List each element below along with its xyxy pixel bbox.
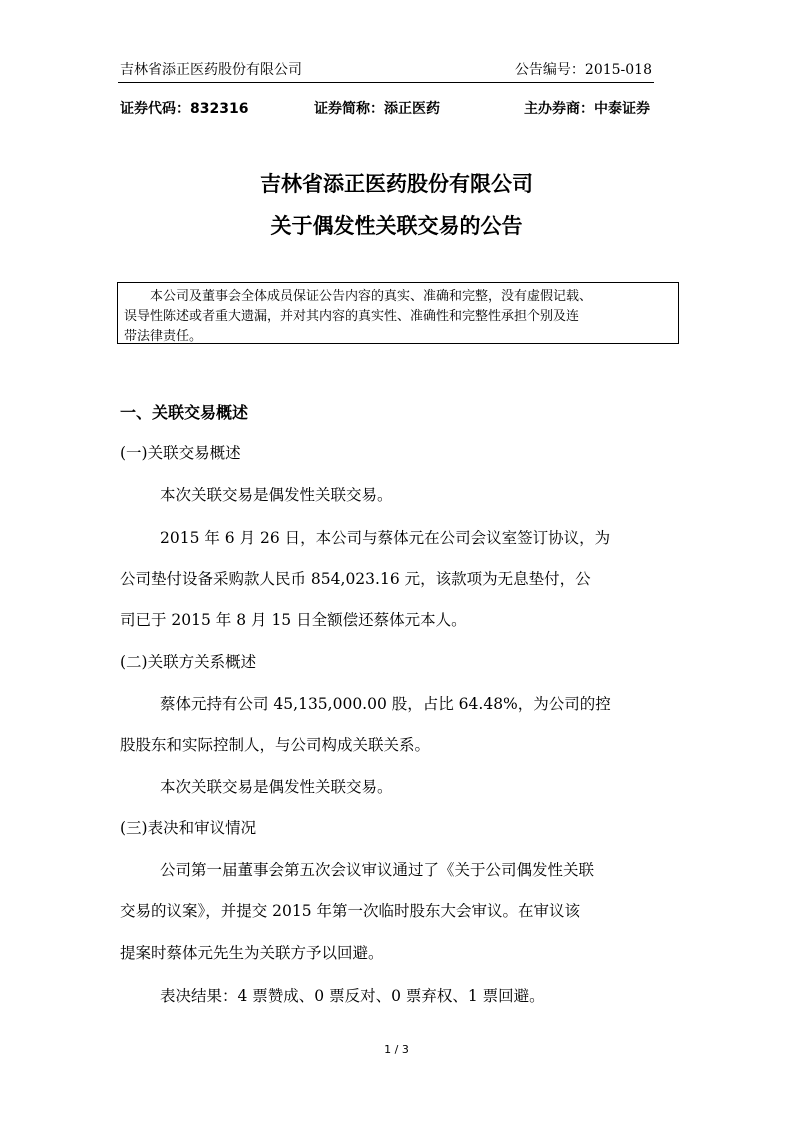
subsection-heading: (一)关联交易概述 [120,444,241,462]
document-title-line1: 吉林省添正医药股份有限公司 [260,172,533,196]
paragraph-line: 蔡体元持有公司 45,135,000.00 股，占比 64.48%，为公司的控 [160,695,611,713]
paragraph-line: 公司第一届董事会第五次会议审议通过了《关于公司偶发性关联 [160,861,595,879]
paragraph-line: 司已于 2015 年 8 月 15 日全额偿还蔡体元本人。 [120,611,467,629]
subsection-heading: (三)表决和审议情况 [120,819,257,837]
page-number: 1 / 3 [384,1043,409,1056]
disclaimer-box [117,282,679,344]
disclaimer-line: 本公司及董事会全体成员保证公告内容的真实、准确和完整，没有虚假记载、 [150,289,593,304]
section-heading: 一、关联交易概述 [120,403,249,422]
paragraph-line: 交易的议案》，并提交 2015 年第一次临时股东大会审议。在审议该 [120,902,581,920]
header-company: 吉林省添正医药股份有限公司 [120,62,302,78]
paragraph-line: 公司垫付设备采购款人民币 854,023.16 元，该款项为无息垫付，公 [120,570,591,588]
header-notice-number: 公告编号：2015-018 [514,62,652,78]
document-title-line2: 关于偶发性关联交易的公告 [270,214,523,238]
paragraph-line: 表决结果：4 票赞成、0 票反对、0 票弃权、1 票回避。 [160,987,545,1005]
paragraph-line: 本次关联交易是偶发性关联交易。 [160,486,393,504]
securities-code: 证券代码：832316 [120,101,249,117]
securities-short-name: 证券简称：添正医药 [314,101,440,117]
paragraph-line: 2015 年 6 月 26 日，本公司与蔡体元在公司会议室签订协议，为 [160,529,611,547]
paragraph-line: 提案时蔡体元先生为关联方予以回避。 [120,944,384,962]
sponsor-broker: 主办券商：中泰证券 [524,101,650,117]
paragraph-line: 股股东和实际控制人，与公司构成关联关系。 [120,736,431,754]
disclaimer-line: 误导性陈述或者重大遗漏，并对其内容的真实性、准确性和完整性承担个别及连 [124,309,580,324]
page-header [118,58,654,83]
paragraph-line: 本次关联交易是偶发性关联交易。 [160,778,393,796]
subsection-heading: (二)关联方关系概述 [120,653,257,671]
disclaimer-line: 带法律责任。 [124,329,203,344]
